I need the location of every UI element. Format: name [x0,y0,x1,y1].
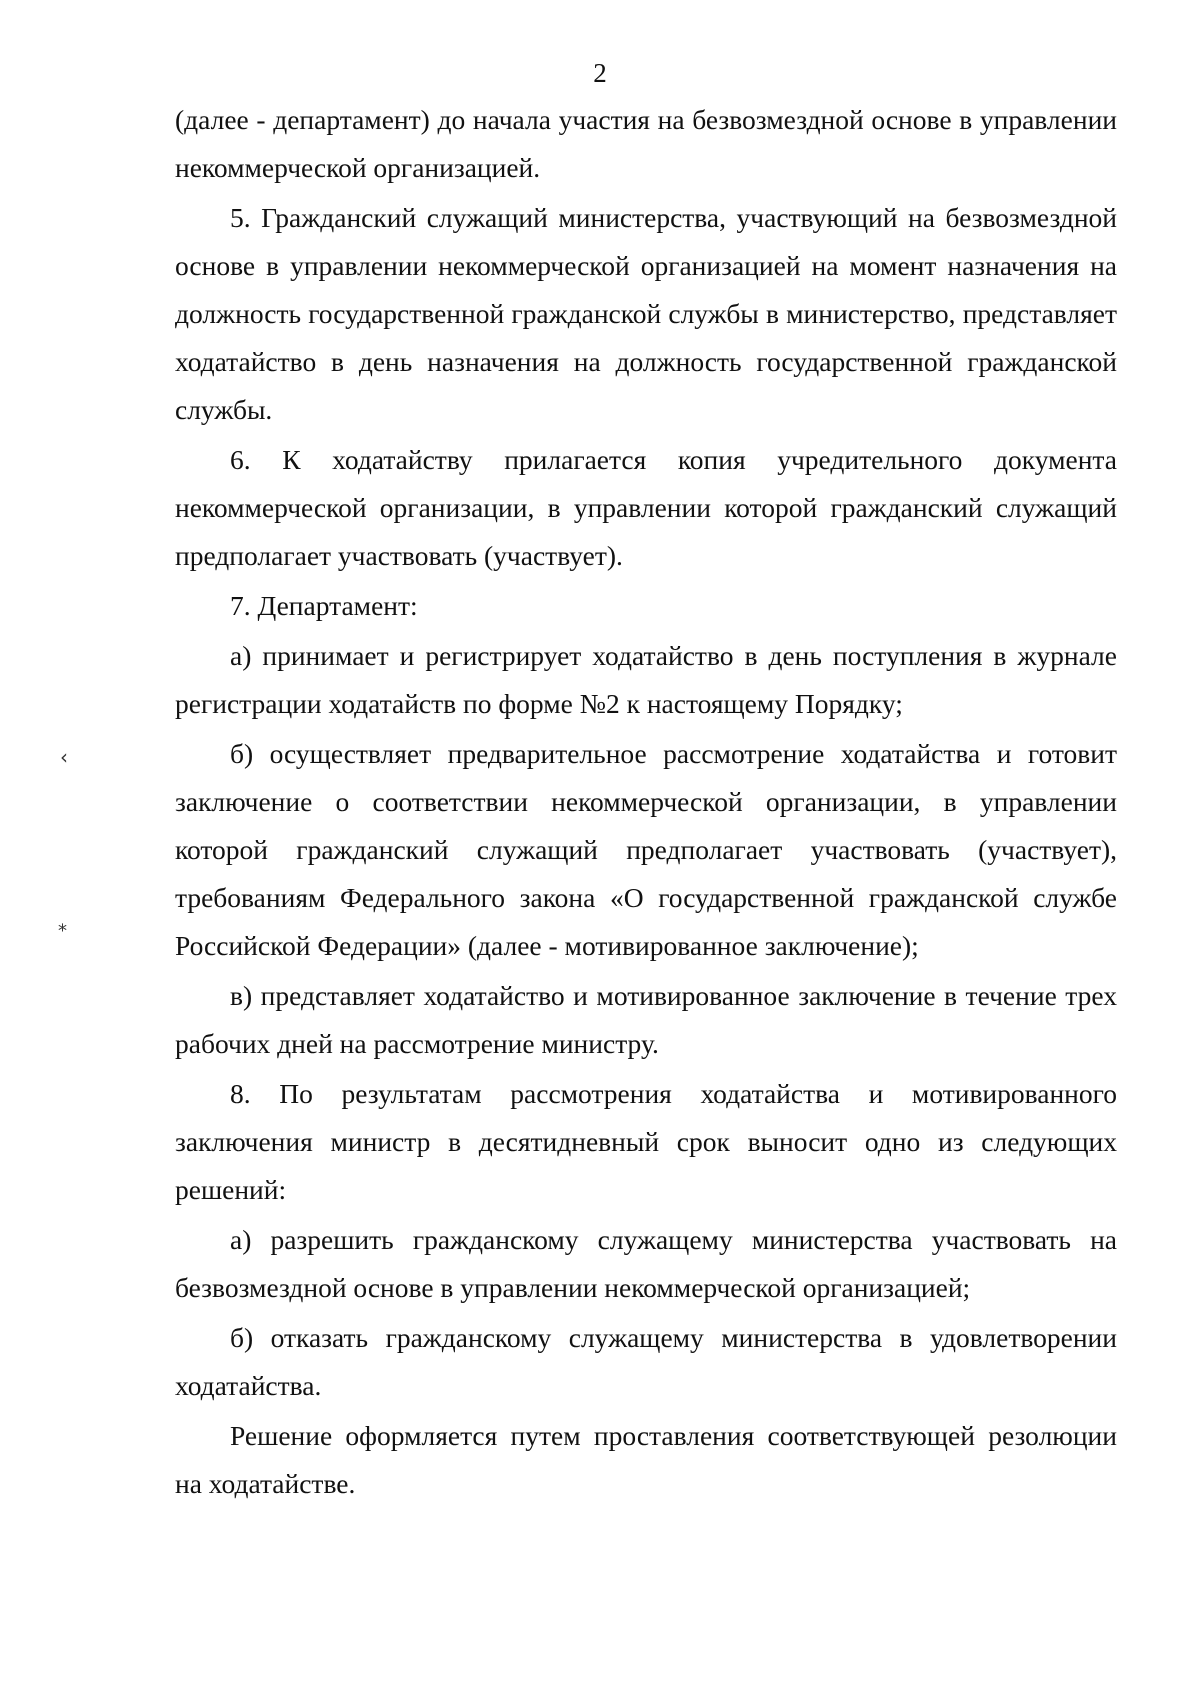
paragraph-item-7: 7. Департамент: [230,590,418,621]
paragraph-item-8a: а) разрешить гражданскому служащему министерства участвовать на безвозмездной основе в управлении некоммерческой организацией; [175,1224,1117,1303]
margin-mark: ⁎ [58,915,67,936]
document-body [175,96,1117,1510]
paragraph-item-7c: в) представляет ходатайство и мотивированное заключение в течение трех рабочих дней на рассмотрение министру. [175,980,1117,1059]
paragraph-decision: Решение оформляется путем проставления соответствующей резолюции на ходатайстве. [175,1420,1117,1499]
page-number: 2 [593,58,607,88]
paragraph-item-8b: б) отказать гражданскому служащему министерства в удовлетворении ходатайства. [175,1322,1117,1401]
margin-mark: ‹ [60,745,68,769]
paragraph-item-7b: б) осуществляет предварительное рассмотрение ходатайства и готовит заключение о соответствии некоммерческой организации, в управлении которой гражданский служащий предполагает участвовать (участвует), требованиям Федерального закона «О государственной гражданской службе Российской Федерации» (далее - мотивированное заключение); [175,738,1117,961]
paragraph-item-6: 6. К ходатайству прилагается копия учредительного документа некоммерческой организации, в управлении которой гражданский служащий предполагает участвовать (участвует). [175,444,1117,571]
paragraph-continuation: (далее - департамент) до начала участия на безвозмездной основе в управлении некоммерческой организацией. [175,104,1117,183]
paragraph-item-7a: а) принимает и регистрирует ходатайство в день поступления в журнале регистрации ходатайств по форме №2 к настоящему Порядку; [175,640,1117,719]
paragraph-item-5: 5. Гражданский служащий министерства, участвующий на безвозмездной основе в управлении некоммерческой организацией на момент назначения на должность государственной гражданской службы в министерство, представляет ходатайство в день назначения на должность государственной гражданской службы. [175,202,1117,425]
paragraph-item-8: 8. По результатам рассмотрения ходатайства и мотивированного заключения министр в десятидневный срок выносит одно из следующих решений: [175,1078,1117,1205]
